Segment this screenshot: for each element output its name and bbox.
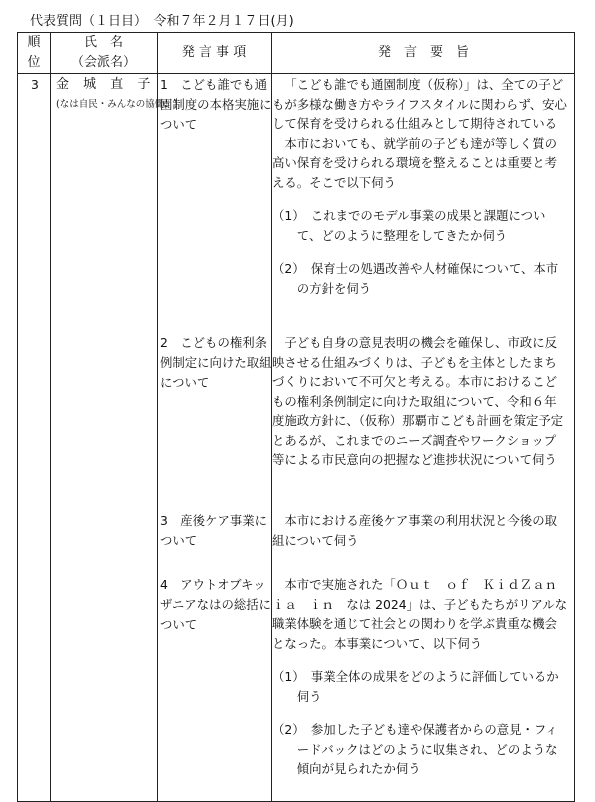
document-header: 代表質問（１日目） 令和７年２月１７日(月) [30,14,294,29]
item-title: 2 こどもの権利条例制定に向けた取組について [160,335,272,390]
column-divider [157,33,158,801]
gist-subquestion: （2） 保育士の処遇改善や人材確保について、本市の方針を伺う [272,261,559,296]
speaker-name: 金 城 直 子 [56,77,156,92]
column-header-order: 順 位 [27,35,41,70]
item-title: 3 産後ケア事業について [160,513,268,548]
speaker-name-cell [56,75,178,114]
gist-subquestion: （1） 事業全体の成果をどのように評価しているか伺う [272,669,559,704]
item-title: 4 アウトオブキッザニアなはの総括について [160,577,272,632]
header-divider [18,73,574,74]
gist-subquestion: （2） 参加した子ども達や保護者からの意見・フィードバックはどのように収集され、どのような傾向が見られたか伺う [272,722,558,776]
column-divider [50,33,51,801]
column-header-name: 氏 名 （会派名） [70,35,136,70]
gist-subquestion: （1） これまでのモデル事業の成果と課題について、どのように整理をしてきたか伺う [272,208,546,243]
question-table [17,32,575,802]
gist-paragraph: 子ども自身の意見表明の機会を確保し、市政に反映させる仕組みづくりは、子どもを主体としたまちづくりにおいて不可欠と考える。本市におけるこどもの権利条例制定に向けた取組について、令和６年度施政方針に、（仮称）那覇市こども計画を策定予定とあるが、これまでのニーズ調査やワークショップ等による市民意向の把握など進捗状況について伺う [272,335,564,467]
speaker-order: 3 [31,77,39,92]
gist-paragraph: 本市における産後ケア事業の利用状況と今後の取組について伺う [272,513,557,548]
speaker-party: (なは自民・みんなの協働！) [56,98,178,110]
item-gist [272,511,568,550]
gist-paragraph: 本市で実施された「Ｏｕｔ ｏｆ ＫｉｄＺａｎｉａ ｉｎ なは 2024」は、子どもたちがリアルな職業体験を通じて社会との関わりを学ぶ貴重な機会となった。本事業について、以下伺う [272,577,568,651]
column-header-item: 発 言 事 項 [181,45,247,60]
gist-paragraph: 「こども誰でも通園制度（仮称）」は、全ての子どもが多様な働き方やライフスタイルに関わらず、安心して保育を受けられる仕組みとして期待されている [272,77,567,131]
item-gist [272,575,568,779]
item-gist [272,75,568,298]
gist-paragraph: 本市においても、就学前の子ども達が等しく質の高い保育を受けられる環境を整えることは重要と考える。そこで以下伺う [272,135,557,190]
column-header-gist: 発 言 要 旨 [377,45,469,60]
item-title: 1 こども誰でも通園制度の本格実施について [160,77,272,132]
item-gist [272,333,568,470]
